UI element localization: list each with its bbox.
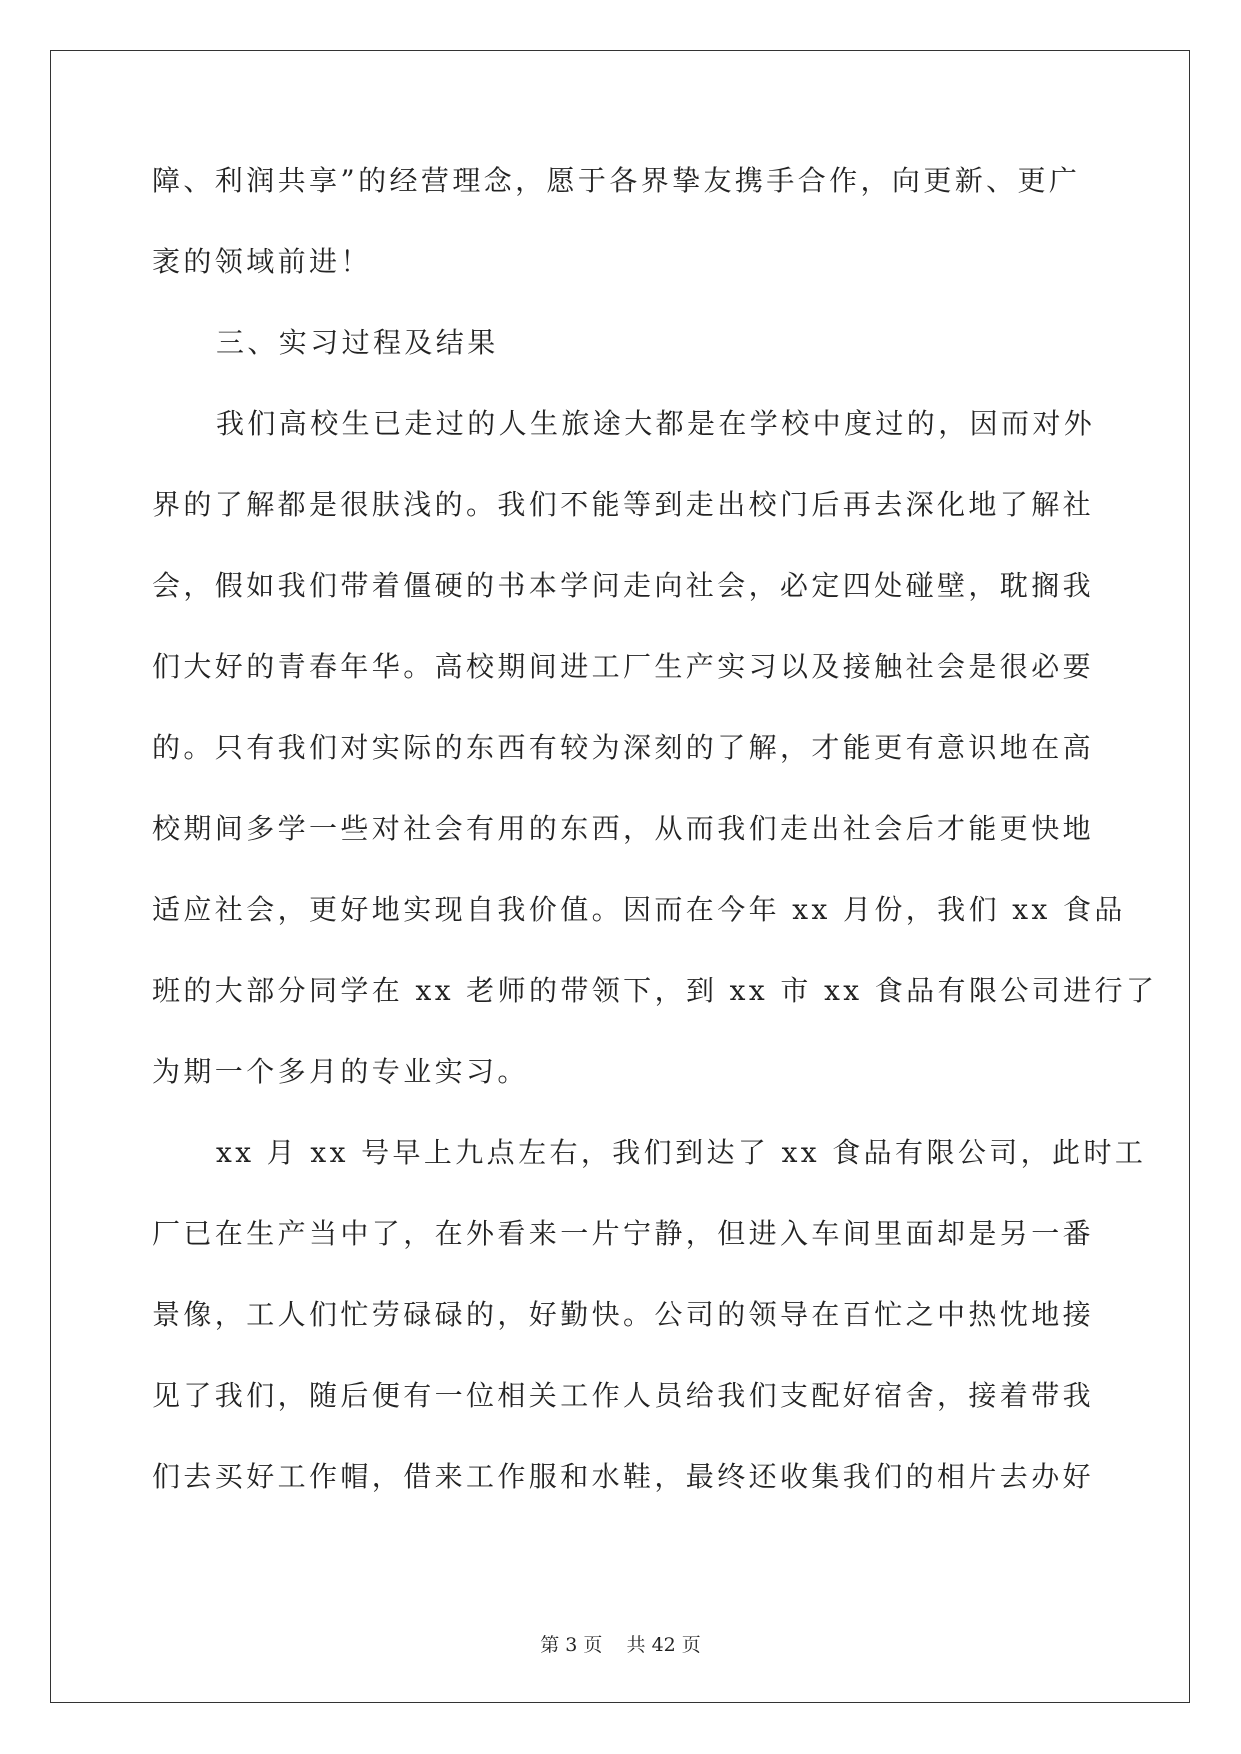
text-line: 界的了解都是很肤浅的。我们不能等到走出校门后再去深化地了解社	[152, 488, 1095, 521]
page-footer	[0, 1630, 1241, 1657]
text-line: 班的大部分同学在 xx 老师的带领下，到 xx 市 xx 食品有限公司进行了	[152, 974, 1158, 1007]
text-line: 为期一个多月的专业实习。	[152, 1055, 529, 1088]
text-line: 景像，工人们忙劳碌碌的，好勤快。公司的领导在百忙之中热忱地接	[152, 1298, 1095, 1331]
page-number: 第 3 页 共 42 页	[540, 1634, 701, 1656]
document-body	[152, 160, 1158, 1537]
text-line: 会，假如我们带着僵硬的书本学问走向社会，必定四处碰壁，耽搁我	[152, 569, 1095, 602]
text-line: 我们高校生已走过的人生旅途大都是在学校中度过的，因而对外	[216, 407, 1096, 440]
text-line: 障、利润共享”的经营理念，愿于各界挚友携手合作，向更新、更广	[152, 164, 1081, 197]
text-line: 的。只有我们对实际的东西有较为深刻的了解，才能更有意识地在高	[152, 731, 1095, 764]
text-line: 三、实习过程及结果	[216, 326, 499, 359]
text-line: 厂已在生产当中了，在外看来一片宁静，但进入车间里面却是另一番	[152, 1217, 1095, 1250]
text-line: 们去买好工作帽，借来工作服和水鞋，最终还收集我们的相片去办好	[152, 1460, 1095, 1493]
text-line: 见了我们，随后便有一位相关工作人员给我们支配好宿舍，接着带我	[152, 1379, 1095, 1412]
text-line: 校期间多学一些对社会有用的东西，从而我们走出社会后才能更快地	[152, 812, 1095, 845]
text-line: xx 月 xx 号早上九点左右，我们到达了 xx 食品有限公司，此时工	[216, 1136, 1147, 1169]
text-line: 袤的领域前进！	[152, 245, 372, 278]
text-line: 适应社会，更好地实现自我价值。因而在今年 xx 月份，我们 xx 食品	[152, 893, 1126, 926]
text-line: 们大好的青春年华。高校期间进工厂生产实习以及接触社会是很必要	[152, 650, 1095, 683]
